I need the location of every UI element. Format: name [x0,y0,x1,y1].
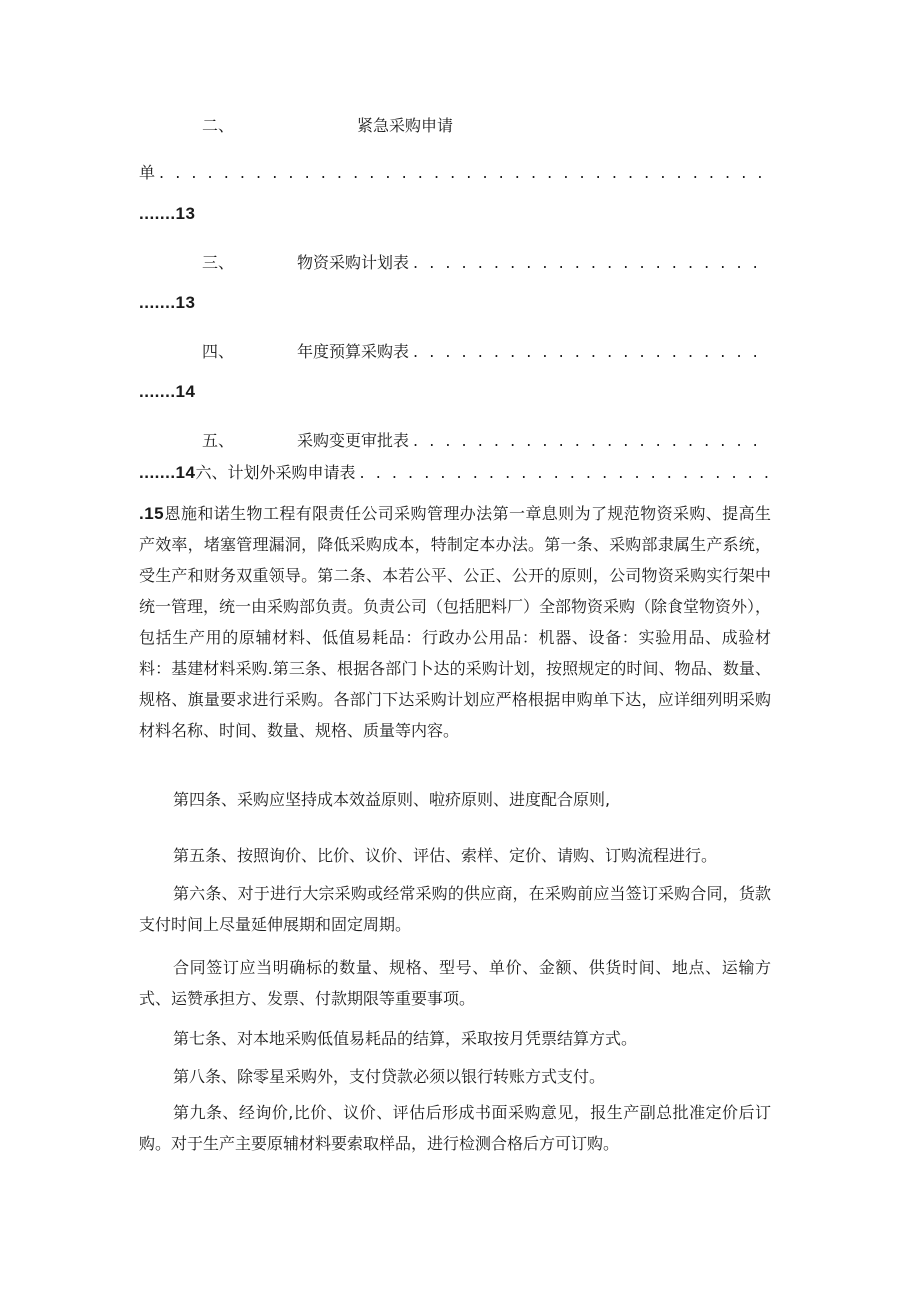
toc-page-number: .......14 [139,382,196,401]
toc-leader-dots [409,253,769,273]
toc-leader-dots [356,463,769,483]
article-6: 第六条、对于进行大宗采购或经常采购的供应商，在采购前应当签订采购合同，货款支付时间上尽量延伸展期和固定周期。 [139,884,771,934]
toc-title: 物资采购计划表 [297,253,410,272]
toc-leader-dots [409,431,769,451]
toc-item-5 [139,431,769,451]
toc-number: 二、 [202,116,235,135]
toc-leader-dots [155,163,769,183]
toc-item-2 [139,116,769,136]
toc-title: 紧急采购申请 [357,116,454,135]
toc-title: 年度预算采购表 [297,342,410,361]
toc-page-number: .......13 [139,293,196,312]
toc-title-continued: 单 [139,163,156,182]
toc-number: 四、 [202,342,235,361]
toc-leader-dots [409,342,769,362]
toc-page-number: .......14 [139,463,196,482]
article-9: 第九条、经询价,比价、议价、评估后形成书面采购意见，报生产副总批准定价后订购。对于生产主要原辅材料要索取样品，进行检测合格后方可订购。 [139,1103,771,1153]
toc-page-number: .15 [139,504,165,523]
toc-number: 三、 [202,253,235,272]
toc-item-6 [139,463,769,483]
toc-page-number: .......13 [139,204,196,223]
intro-paragraph [139,498,771,746]
intro-text: 恩施和诺生物工程有限责任公司采购管理办法第一章息则为了规范物资采购、提高生产效率，堵塞管理漏洞，降低采购成本，特制定本办法。第一条、采购部隶属生产系统，受生产和财务双重领导。第二条、本若公平、公正、公开的原则，公司物资采购实行架中统一管理，统一由采购部负责。负责公司（包括肥料厂）全部物资采购（除食堂物资外），包括生产用的原辅材料、低值易耗品：行政办公用品：机器、设备：实验用品、成验材料：基建材料采购.第三条、根据各部门卜达的采购计划，按照规定的时间、物品、数量、规格、旗量要求进行采购。各部门下达采购计划应严格根据申购单下达，应详细列明采购材料名称、时间、数量、规格、质量等内容。 [139,504,772,740]
article-5: 第五条、按照询价、比价、议价、评估、索样、定价、请购、订购流程进行。 [173,846,718,865]
toc-number: 六、 [195,463,228,482]
article-8: 第八条、除零星采购外，支付贷款必须以银行转账方式支付。 [173,1067,606,1086]
toc-number: 五、 [202,431,235,450]
toc-item-3 [139,253,769,273]
toc-item-4 [139,342,769,362]
toc-title: 计划外采购申请表 [227,463,356,482]
article-4: 第四条、采购应坚持成本效益原则、啦疥原则、进度配合原则, [173,790,611,809]
article-7: 第七条、对本地采购低值易耗品的结算，采取按月凭票结算方式。 [173,1029,638,1048]
contract-terms: 合同签订应当明确标的数量、规格、型号、单价、金额、供货时间、地点、运输方式、运赞承担方、发票、付款期限等重要事项。 [139,958,771,1008]
toc-title: 采购变更审批表 [297,431,410,450]
toc-item-2-cont [139,163,769,183]
